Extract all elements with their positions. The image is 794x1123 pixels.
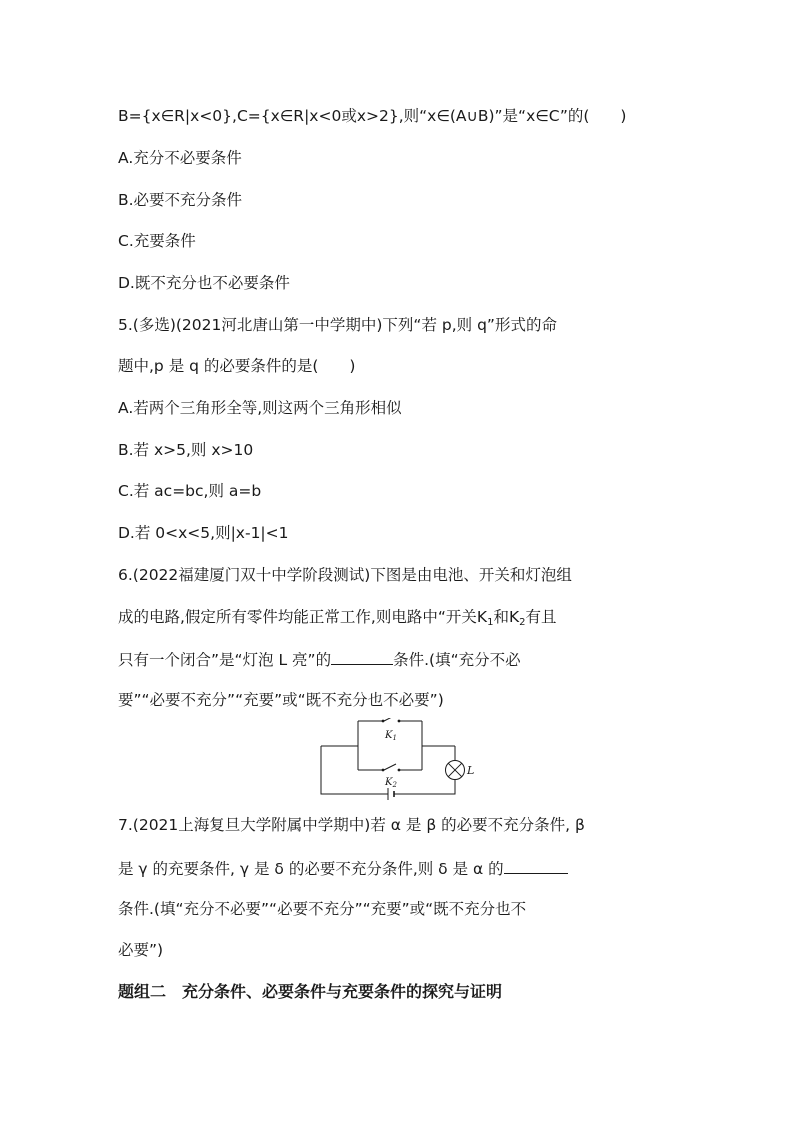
q7-stem-line1: 7.(2021上海复旦大学附属中学期中)若 α 是 β 的必要不充分条件, β — [118, 816, 585, 834]
q4-option-a: A.充分不必要条件 — [118, 149, 242, 167]
label-k2: $K_2$ — [385, 777, 397, 789]
label-k1: $K_1$ — [385, 730, 397, 742]
q6-stem-line3: 只有一个闭合”是“灯泡 L 亮”的 条件.(填“充分不必 — [118, 648, 521, 670]
battery-icon — [388, 788, 394, 800]
switch-k1 — [382, 718, 401, 722]
q5-option-a: A.若两个三角形全等,则这两个三角形相似 — [118, 399, 402, 417]
q6-stem-line4: 要”“必要不充分”“充要”或“既不充分也不必要”) — [118, 691, 444, 709]
q5-option-c: C.若 ac=bc,则 a=b — [118, 482, 262, 500]
q4-option-c: C.充要条件 — [118, 232, 196, 250]
q5-option-b: B.若 x>5,则 x>10 — [118, 441, 254, 459]
q7-stem-line4: 必要”) — [118, 941, 164, 959]
q6-stem-line2: 成的电路,假定所有零件均能正常工作,则电路中“开关$K_1$和$K_2$有且 — [118, 608, 557, 628]
answer-blank[interactable] — [331, 648, 393, 665]
q4-option-d: D.既不充分也不必要条件 — [118, 274, 290, 292]
answer-blank[interactable] — [504, 857, 568, 874]
section-heading: 题组二 充分条件、必要条件与充要条件的探究与证明 — [118, 982, 503, 1001]
q7-stem-line3: 条件.(填“充分不必要”“必要不充分”“充要”或“既不充分也不 — [118, 900, 527, 918]
q5-stem-line1: 5.(多选)(2021河北唐山第一中学期中)下列“若 p,则 q”形式的命 — [118, 316, 557, 334]
lamp-icon — [446, 761, 465, 780]
switch-k2 — [382, 764, 401, 771]
q7-stem-line2: 是 γ 的充要条件, γ 是 δ 的必要不充分条件,则 δ 是 α 的 — [118, 857, 568, 879]
q4-option-b: B.必要不充分条件 — [118, 191, 243, 209]
q6-stem-line1: 6.(2022福建厦门双十中学阶段测试)下图是由电池、开关和灯泡组 — [118, 566, 572, 584]
q5-stem-line2: 题中,p 是 q 的必要条件的是( ) — [118, 357, 356, 375]
circuit-diagram — [318, 718, 478, 800]
q5-option-d: D.若 0<x<5,则|x-1|<1 — [118, 524, 289, 542]
q4-stem: B={x∈R|x<0},C={x∈R|x<0或x>2},则“x∈(A∪B)”是“x∈C”的( ) — [118, 107, 627, 125]
label-lamp: L — [467, 764, 475, 777]
